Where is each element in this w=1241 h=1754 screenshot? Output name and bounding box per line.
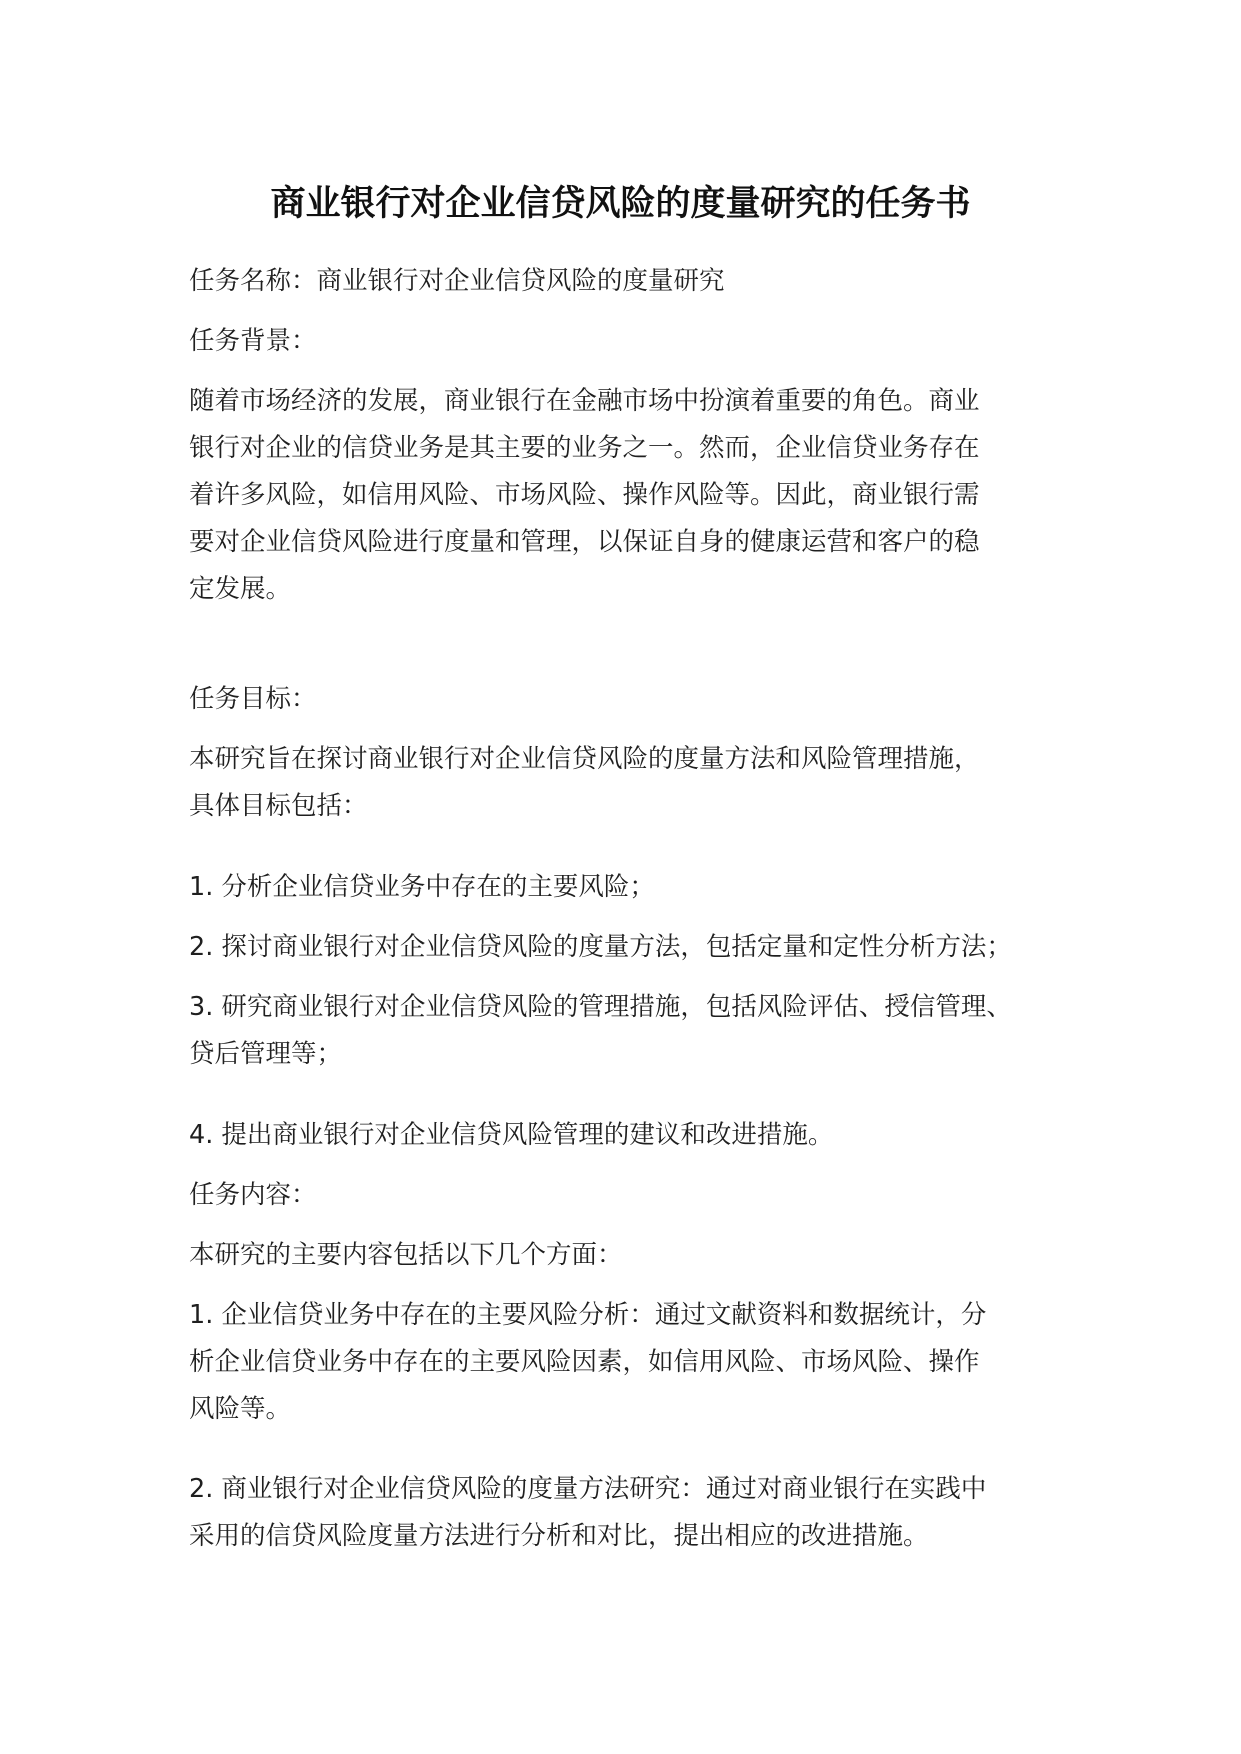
goal-intro-line: 具体目标包括： [189,791,368,821]
content-item-2-line: 采用的信贷风险度量方法进行分析和对比，提出相应的改进措施。 [189,1521,929,1551]
goal-heading: 任务目标： [189,684,317,714]
content-item-2 [189,1466,986,1560]
background-line: 着许多风险，如信用风险、市场风险、操作风险等。因此，商业银行需 [189,480,980,510]
content-item-2-line: 2. 商业银行对企业信贷风险的度量方法研究：通过对商业银行在实践中 [189,1474,987,1504]
goal-item-1: 1. 分析企业信贷业务中存在的主要风险； [189,872,655,902]
content-intro: 本研究的主要内容包括以下几个方面： [189,1240,623,1270]
goal-item-2: 2. 探讨商业银行对企业信贷风险的度量方法，包括定量和定性分析方法； [189,932,1012,962]
content-item-1 [189,1292,986,1433]
background-line: 银行对企业的信贷业务是其主要的业务之一。然而，企业信贷业务存在 [189,433,980,463]
task-name-line: 任务名称：商业银行对企业信贷风险的度量研究 [189,266,725,296]
background-line: 随着市场经济的发展，商业银行在金融市场中扮演着重要的角色。商业 [189,386,980,416]
goal-item-3 [189,984,1012,1078]
background-line: 要对企业信贷风险进行度量和管理，以保证自身的健康运营和客户的稳 [189,527,980,557]
goal-intro-line: 本研究旨在探讨商业银行对企业信贷风险的度量方法和风险管理措施， [189,744,980,774]
background-heading: 任务背景： [189,326,317,356]
content-heading: 任务内容： [189,1180,317,1210]
background-line: 定发展。 [189,574,292,604]
goal-item-4: 4. 提出商业银行对企业信贷风险管理的建议和改进措施。 [189,1120,834,1150]
document-title: 商业银行对企业信贷风险的度量研究的任务书 [270,184,971,224]
content-item-1-line: 风险等。 [189,1394,292,1424]
content-item-1-line: 析企业信贷业务中存在的主要风险因素，如信用风险、市场风险、操作 [189,1347,980,1377]
goal-intro-paragraph [189,736,980,830]
content-item-1-line: 1. 企业信贷业务中存在的主要风险分析：通过文献资料和数据统计，分 [189,1300,987,1330]
background-paragraph [189,378,980,613]
goal-item-3-line: 贷后管理等； [189,1039,343,1069]
goal-item-3-line: 3. 研究商业银行对企业信贷风险的管理措施，包括风险评估、授信管理、 [189,992,1012,1022]
